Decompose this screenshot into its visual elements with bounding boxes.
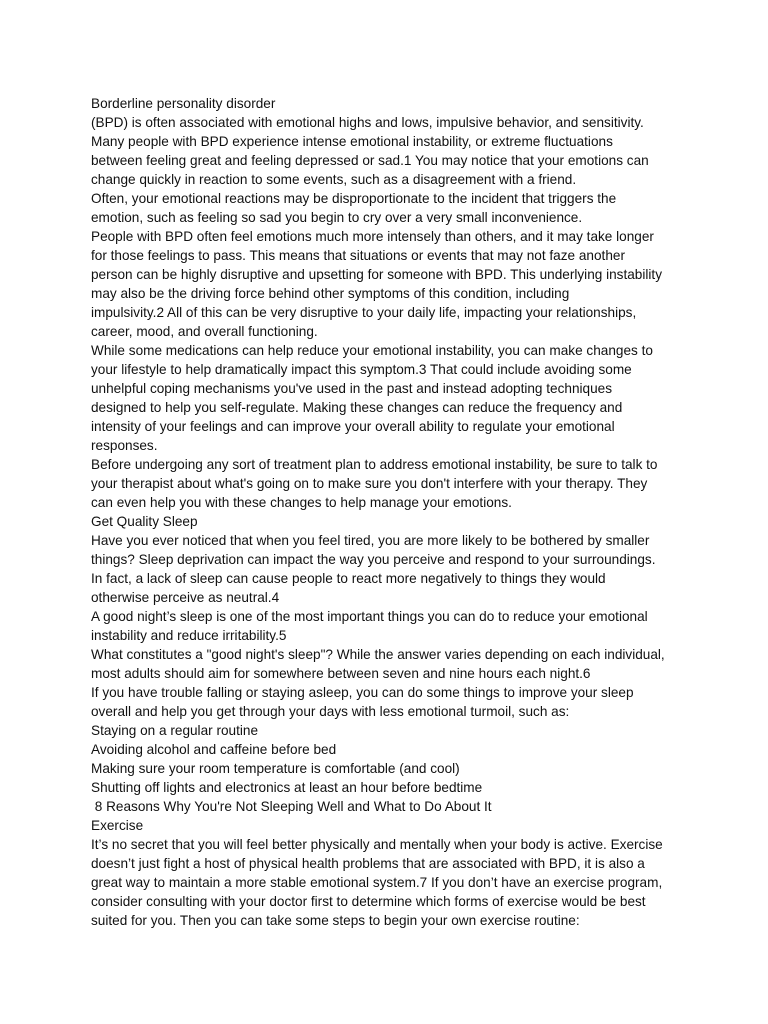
text-line: emotion, such as feeling so sad you begin to cry over a very small inconvenience. xyxy=(91,210,583,225)
text-line: intensity of your feelings and can improve your overall ability to regulate your emotional xyxy=(91,419,615,434)
text-line: A good night’s sleep is one of the most important things you can do to reduce your emotional xyxy=(91,609,648,624)
text-line: doesn’t just fight a host of physical health problems that are associated with BPD, it is also a xyxy=(91,856,645,871)
text-line: change quickly in reaction to some events, such as a disagreement with a friend. xyxy=(91,172,577,187)
document-body xyxy=(91,94,691,930)
text-line: What constitutes a "good night's sleep"? While the answer varies depending on each individual, xyxy=(91,647,665,662)
text-line: responses. xyxy=(91,438,158,453)
text-line: consider consulting with your doctor first to determine which forms of exercise would be best xyxy=(91,894,646,909)
text-line: (BPD) is often associated with emotional highs and lows, impulsive behavior, and sensitivity. xyxy=(91,115,644,130)
list-item: Making sure your room temperature is comfortable (and cool) xyxy=(91,761,460,776)
text-line: Often, your emotional reactions may be disproportionate to the incident that triggers the xyxy=(91,191,617,206)
list-item: Staying on a regular routine xyxy=(91,723,259,738)
text-line: suited for you. Then you can take some steps to begin your own exercise routine: xyxy=(91,913,580,928)
text-line: otherwise perceive as neutral.4 xyxy=(91,590,280,605)
text-line: your lifestyle to help dramatically impact this symptom.3 That could include avoiding some xyxy=(91,362,632,377)
related-article-title: 8 Reasons Why You're Not Sleeping Well and What to Do About It xyxy=(91,799,492,814)
text-line: most adults should aim for somewhere between seven and nine hours each night.6 xyxy=(91,666,591,681)
text-line: Many people with BPD experience intense emotional instability, or extreme fluctuations xyxy=(91,134,613,149)
list-item: Avoiding alcohol and caffeine before bed xyxy=(91,742,337,757)
text-line: instability and reduce irritability.5 xyxy=(91,628,287,643)
text-line: In fact, a lack of sleep can cause people to react more negatively to things they would xyxy=(91,571,606,586)
text-line: Before undergoing any sort of treatment plan to address emotional instability, be sure to talk to xyxy=(91,457,658,472)
text-line: overall and help you get through your days with less emotional turmoil, such as: xyxy=(91,704,570,719)
text-line: person can be highly disruptive and upsetting for someone with BPD. This underlying instability xyxy=(91,267,663,282)
document-title: Borderline personality disorder xyxy=(91,96,276,111)
text-line: your therapist about what's going on to make sure you don't interfere with your therapy. They xyxy=(91,476,648,491)
text-line: impulsivity.2 All of this can be very disruptive to your daily life, impacting your relationships, xyxy=(91,305,637,320)
text-line: While some medications can help reduce your emotional instability, you can make changes to xyxy=(91,343,653,358)
text-line: between feeling great and feeling depressed or sad.1 You may notice that your emotions can xyxy=(91,153,649,168)
text-line: can even help you with these changes to help manage your emotions. xyxy=(91,495,512,510)
section-heading-sleep: Get Quality Sleep xyxy=(91,514,198,529)
text-line: things? Sleep deprivation can impact the way you perceive and respond to your surroundings. xyxy=(91,552,656,567)
text-line: for those feelings to pass. This means that situations or events that may not faze another xyxy=(91,248,625,263)
text-line: unhelpful coping mechanisms you've used in the past and instead adopting techniques xyxy=(91,381,613,396)
text-line: It’s no secret that you will feel better physically and mentally when your body is active. Exercise xyxy=(91,837,663,852)
text-line: People with BPD often feel emotions much more intensely than others, and it may take longer xyxy=(91,229,654,244)
list-item: Shutting off lights and electronics at least an hour before bedtime xyxy=(91,780,483,795)
text-line: great way to maintain a more stable emotional system.7 If you don’t have an exercise program, xyxy=(91,875,663,890)
text-line: designed to help you self-regulate. Making these changes can reduce the frequency and xyxy=(91,400,623,415)
text-line: Have you ever noticed that when you feel tired, you are more likely to be bothered by smaller xyxy=(91,533,650,548)
text-line: may also be the driving force behind other symptoms of this condition, including xyxy=(91,286,570,301)
text-line: If you have trouble falling or staying asleep, you can do some things to improve your sleep xyxy=(91,685,634,700)
section-heading-exercise: Exercise xyxy=(91,818,144,833)
text-line: career, mood, and overall functioning. xyxy=(91,324,318,339)
